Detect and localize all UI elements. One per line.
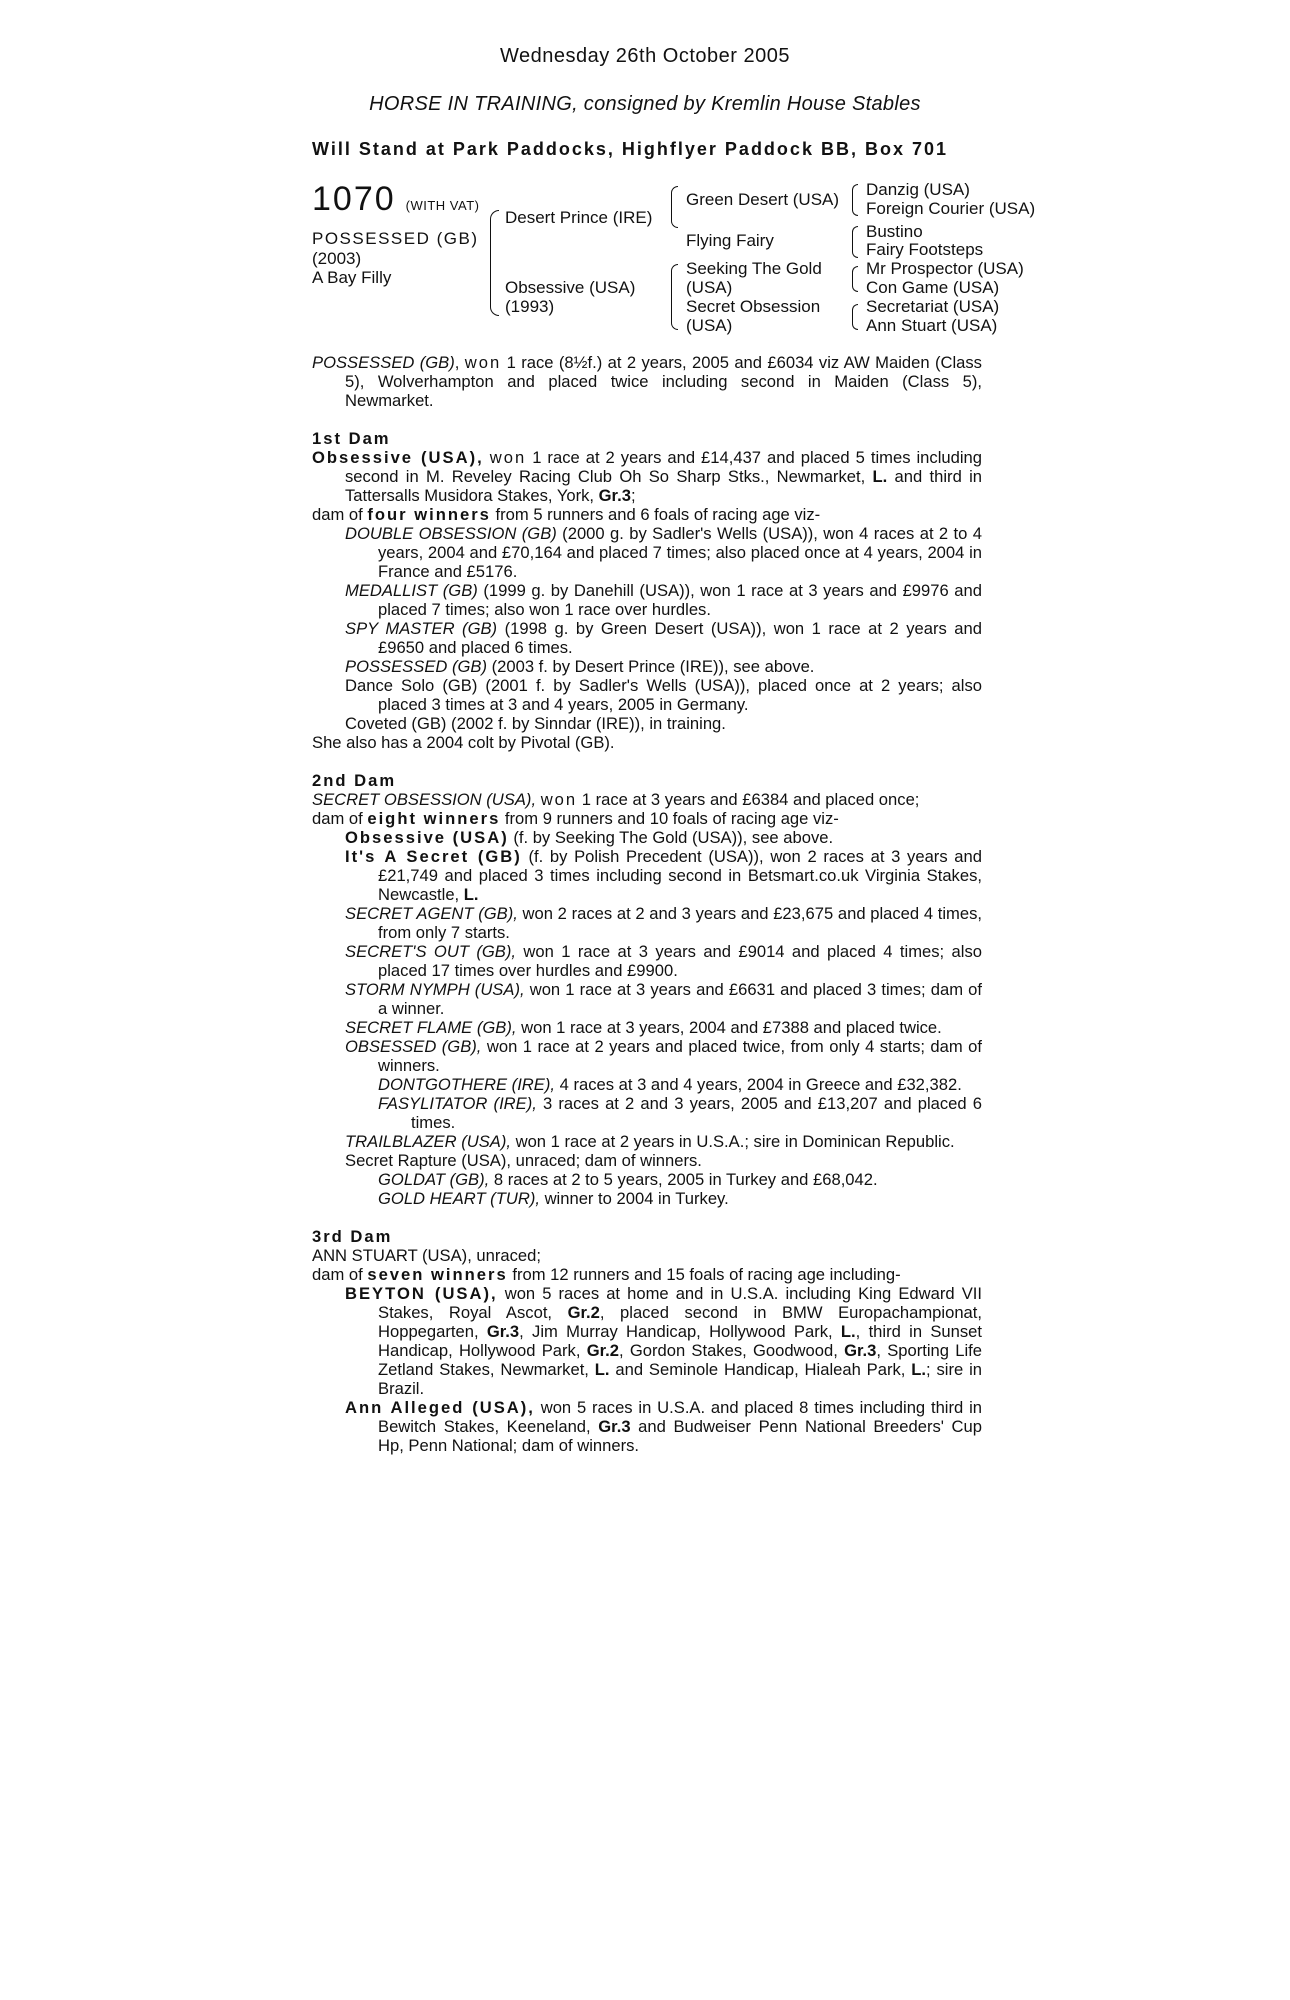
offspring-name: STORM NYMPH (USA), [345, 980, 525, 999]
pedigree-dss: Mr Prospector (USA) [866, 259, 1024, 278]
first-dam-paragraph [312, 448, 982, 505]
offspring-name: SECRET FLAME (GB), [345, 1018, 517, 1037]
offspring-text: (f. by Seeking The Gold (USA)), see above. [508, 828, 834, 847]
first-dam-listed: L. [872, 467, 888, 486]
offspring-text: (2003 f. by Desert Prince (IRE)), see above. [487, 657, 815, 676]
offspring-name: POSSESSED (GB) [345, 657, 488, 676]
third-dam-heading: 3rd Dam [312, 1227, 393, 1246]
vat-note: (WITH VAT) [405, 198, 480, 213]
group-mark: L. [594, 1360, 610, 1379]
offspring-name: SECRET'S OUT (GB), [345, 942, 516, 961]
grand-offspring-entry [312, 1170, 982, 1189]
pedigree-dds: Secretariat (USA) [866, 297, 1000, 316]
offspring-entry [312, 1037, 982, 1075]
offspring-name: GOLDAT (GB), [378, 1170, 490, 1189]
pedigree-ssd: Foreign Courier (USA) [866, 199, 1036, 218]
offspring-name: DONTGOTHERE (IRE), [378, 1075, 555, 1094]
offspring-entry [312, 676, 982, 714]
consignment-line: HORSE IN TRAINING, consigned by Kremlin House Stables [369, 93, 921, 115]
also-has-line: She also has a 2004 colt by Pivotal (GB). [312, 733, 615, 752]
group-mark: Gr.3 [486, 1322, 520, 1341]
offspring-entry [312, 904, 982, 942]
offspring-text: and Budweiser Penn National Breeders' Cup Hp, Penn National; dam of winners. [378, 1417, 982, 1455]
offspring-text: 8 races at 2 to 5 years, 2005 in Turkey and £68,042. [489, 1170, 878, 1189]
runners-text: from 9 runners and 10 foals of racing age viz- [500, 809, 839, 828]
offspring-entry [312, 657, 982, 676]
pedigree-ds-line1: Seeking The Gold [686, 259, 822, 278]
offspring-entry [312, 619, 982, 657]
offspring-text: won 5 races at home and in U.S.A. including King Edward VII Stakes, Royal Ascot, [378, 1284, 982, 1322]
group-mark: L. [840, 1322, 856, 1341]
offspring-name: Ann Alleged (USA), [345, 1398, 535, 1417]
summary-horse-name: POSSESSED (GB) [312, 353, 455, 372]
offspring-text: (f. by Polish Precedent (USA)), won 2 races at 3 years and £21,749 and placed 3 times including second in Betsmart.co.uk Virginia Stakes, Newcastle, [378, 847, 982, 904]
first-dam-name: Obsessive (USA), [312, 448, 484, 467]
offspring-entry [312, 1284, 982, 1398]
second-dam-name: SECRET OBSESSION (USA), [312, 790, 537, 809]
pedigree-dam-line2: (1993) [505, 297, 555, 316]
first-dam-group: Gr.3 [598, 486, 631, 505]
second-dam-paragraph [312, 790, 982, 809]
first-dam-text2: and third in Tattersalls Musidora Stakes, York, [345, 467, 982, 505]
offspring-text: won 2 races at 2 and 3 years and £23,675 and placed 4 times, from only 7 starts. [378, 904, 982, 942]
offspring-entry [312, 581, 982, 619]
summary-text: 1 race (8½f.) at 2 years, 2005 and £6034 viz AW Maiden (Class 5), Wolverhampton and placed twice including second in Maiden (Class 5), Newmarket. [345, 353, 982, 410]
offspring-name: SECRET AGENT (GB), [345, 904, 518, 923]
winners-count: four winners [367, 505, 491, 524]
offspring-name: It's A Secret (GB) [345, 847, 522, 866]
first-dam-text3: ; [630, 486, 636, 505]
horse-description: A Bay Filly [312, 268, 392, 287]
brace-sds [852, 226, 858, 258]
grand-offspring-entry [312, 1094, 982, 1132]
offspring-entry [312, 980, 982, 1018]
third-dam-produce-line [312, 1265, 982, 1284]
summary-paragraph: POSSESSED (GB), won 1 race (8½f.) at 2 years, 2005 and £6034 viz AW Maiden (Class 5), Wolverhampton and placed twice including second in Maiden (Class 5), Newmarket. [312, 353, 982, 410]
offspring-entry [312, 1132, 982, 1151]
offspring-text: won 1 race at 2 years and placed twice, from only 4 starts; dam of winners. [378, 1037, 983, 1075]
pedigree-dd-line2: (USA) [686, 316, 733, 335]
offspring-entry [312, 828, 982, 847]
pedigree-sd: Flying Fairy [686, 231, 774, 250]
horse-year: (2003) [312, 249, 362, 268]
offspring-text: and Seminole Handicap, Hialeah Park, [609, 1360, 912, 1379]
offspring-text: 4 races at 3 and 4 years, 2004 in Greece and £32,382. [555, 1075, 962, 1094]
offspring-text: , third in Sunset Handicap, Hollywood Park, [378, 1322, 982, 1360]
lot-number-value: 1070 [312, 180, 396, 218]
brace-sss [852, 184, 858, 216]
offspring-text: ; sire in Brazil. [378, 1360, 982, 1398]
catalogue-body [312, 353, 982, 1455]
third-dam-line: ANN STUART (USA), unraced; [312, 1246, 541, 1265]
offspring-entry [312, 942, 982, 980]
offspring-text: winner to 2004 in Turkey. [539, 1189, 729, 1208]
offspring-entry: Secret Rapture (USA), unraced; dam of winners. [345, 1151, 702, 1170]
second-dam-won: won [540, 790, 578, 809]
second-dam-heading: 2nd Dam [312, 771, 397, 790]
first-dam-heading: 1st Dam [312, 429, 391, 448]
summary-won: won [464, 353, 502, 372]
offspring-text: won 1 race at 2 years in U.S.A.; sire in Dominican Republic. [510, 1132, 955, 1151]
offspring-text: won 5 races in U.S.A. and placed 8 times including third in Bewitch Stakes, Keeneland, [378, 1398, 982, 1436]
offspring-text: Dance Solo (GB) (2001 f. by Sadler's Wells (USA)), placed once at 2 years; also placed 3 times at 3 and 4 years, 2005 in Germany. [345, 676, 982, 714]
offspring-name: SPY MASTER (GB) [345, 619, 498, 638]
first-dam-produce-line [312, 505, 982, 524]
offspring-name: FASYLITATOR (IRE), [378, 1094, 537, 1113]
offspring-name: DOUBLE OBSESSION (GB) [345, 524, 557, 543]
second-dam-produce-line [312, 809, 982, 828]
offspring-text: , Gordon Stakes, Goodwood, [618, 1341, 845, 1360]
pedigree-sss: Danzig (USA) [866, 180, 970, 199]
grand-offspring-entry [312, 1189, 982, 1208]
group-mark: Gr.2 [567, 1303, 600, 1322]
grand-offspring-entry [312, 1075, 982, 1094]
offspring-entry [312, 1018, 982, 1037]
pedigree-ddd: Ann Stuart (USA) [866, 316, 998, 335]
horse-name: POSSESSED (GB) [312, 229, 479, 248]
stand-location: Will Stand at Park Paddocks, Highflyer Paddock BB, Box 701 [312, 139, 948, 159]
offspring-entry [312, 714, 982, 733]
pedigree-sdd: Fairy Footsteps [866, 240, 984, 259]
dam-of-text: dam of [312, 809, 368, 828]
second-dam-text: 1 race at 3 years and £6384 and placed once; [577, 790, 920, 809]
offspring-entry [312, 847, 982, 904]
offspring-text: , Jim Murray Handicap, Hollywood Park, [519, 1322, 841, 1341]
pedigree-dsd: Con Game (USA) [866, 278, 1000, 297]
offspring-name: MEDALLIST (GB) [345, 581, 478, 600]
dam-of-text: dam of [312, 505, 368, 524]
pedigree-dd-line1: Secret Obsession [686, 297, 821, 316]
pedigree-sire-brace [671, 186, 678, 228]
runners-text: from 12 runners and 15 foals of racing age including- [507, 1265, 901, 1284]
offspring-name: GOLD HEART (TUR), [378, 1189, 540, 1208]
winners-count: eight winners [367, 809, 501, 828]
group-mark: Gr.3 [598, 1417, 631, 1436]
offspring-text: won 1 race at 3 years and £9014 and placed 4 times; also placed 17 times over hurdles and £9900. [378, 942, 982, 980]
group-mark: Gr.3 [844, 1341, 877, 1360]
lot-number [312, 180, 479, 219]
offspring-text: (2000 g. by Sadler's Wells (USA)), won 4 races at 2 to 4 years, 2004 and £70,164 and placed 7 times; also placed once at 4 years, 2004 in France and £5176. [378, 524, 983, 581]
listed-mark: L. [463, 885, 479, 904]
brace-dds [852, 304, 858, 330]
offspring-text: won 1 race at 3 years, 2004 and £7388 and placed twice. [516, 1018, 942, 1037]
group-mark: L. [911, 1360, 927, 1379]
offspring-text: 3 races at 2 and 3 years, 2005 and £13,207 and placed 6 times. [411, 1094, 982, 1132]
pedigree-ds-line2: (USA) [686, 278, 733, 297]
offspring-text: Coveted (GB) (2002 f. by Sinndar (IRE)), in training. [345, 714, 726, 733]
runners-text: from 5 runners and 6 foals of racing age viz- [490, 505, 821, 524]
sale-date: Wednesday 26th October 2005 [500, 45, 790, 67]
pedigree-ss: Green Desert (USA) [686, 190, 840, 209]
pedigree-dam-line1: Obsessive (USA) [505, 278, 636, 297]
pedigree-sds: Bustino [866, 222, 923, 241]
offspring-text: (1998 g. by Green Desert (USA)), won 1 race at 2 years and £9650 and placed 6 times. [378, 619, 982, 657]
pedigree-dam-brace [671, 264, 678, 330]
offspring-text: won 1 race at 3 years and £6631 and placed 3 times; dam of a winner. [378, 980, 983, 1018]
brace-dss [852, 266, 858, 292]
offspring-entry [312, 1398, 982, 1455]
offspring-name: TRAILBLAZER (USA), [345, 1132, 511, 1151]
group-mark: Gr.2 [586, 1341, 619, 1360]
dam-of-text: dam of [312, 1265, 368, 1284]
winners-count: seven winners [367, 1265, 508, 1284]
offspring-name: OBSESSED (GB), [345, 1037, 482, 1056]
offspring-entry [312, 524, 982, 581]
first-dam-won: won [489, 448, 527, 467]
pedigree-sire: Desert Prince (IRE) [505, 208, 653, 227]
offspring-text: , placed second in BMW Europachampionat, Hoppegarten, [378, 1303, 982, 1341]
offspring-name: Obsessive (USA) [345, 828, 509, 847]
first-dam-text: 1 race at 2 years and £14,437 and placed 5 times including second in M. Reveley Racing Club Oh So Sharp Stks., Newmarket, [345, 448, 982, 486]
offspring-name: BEYTON (USA), [345, 1284, 498, 1303]
offspring-text: , Sporting Life Zetland Stakes, Newmarket, [378, 1341, 982, 1379]
pedigree-main-brace [490, 210, 499, 316]
offspring-text: (1999 g. by Danehill (USA)), won 1 race at 3 years and £9976 and placed 7 times; also won 1 race over hurdles. [378, 581, 982, 619]
